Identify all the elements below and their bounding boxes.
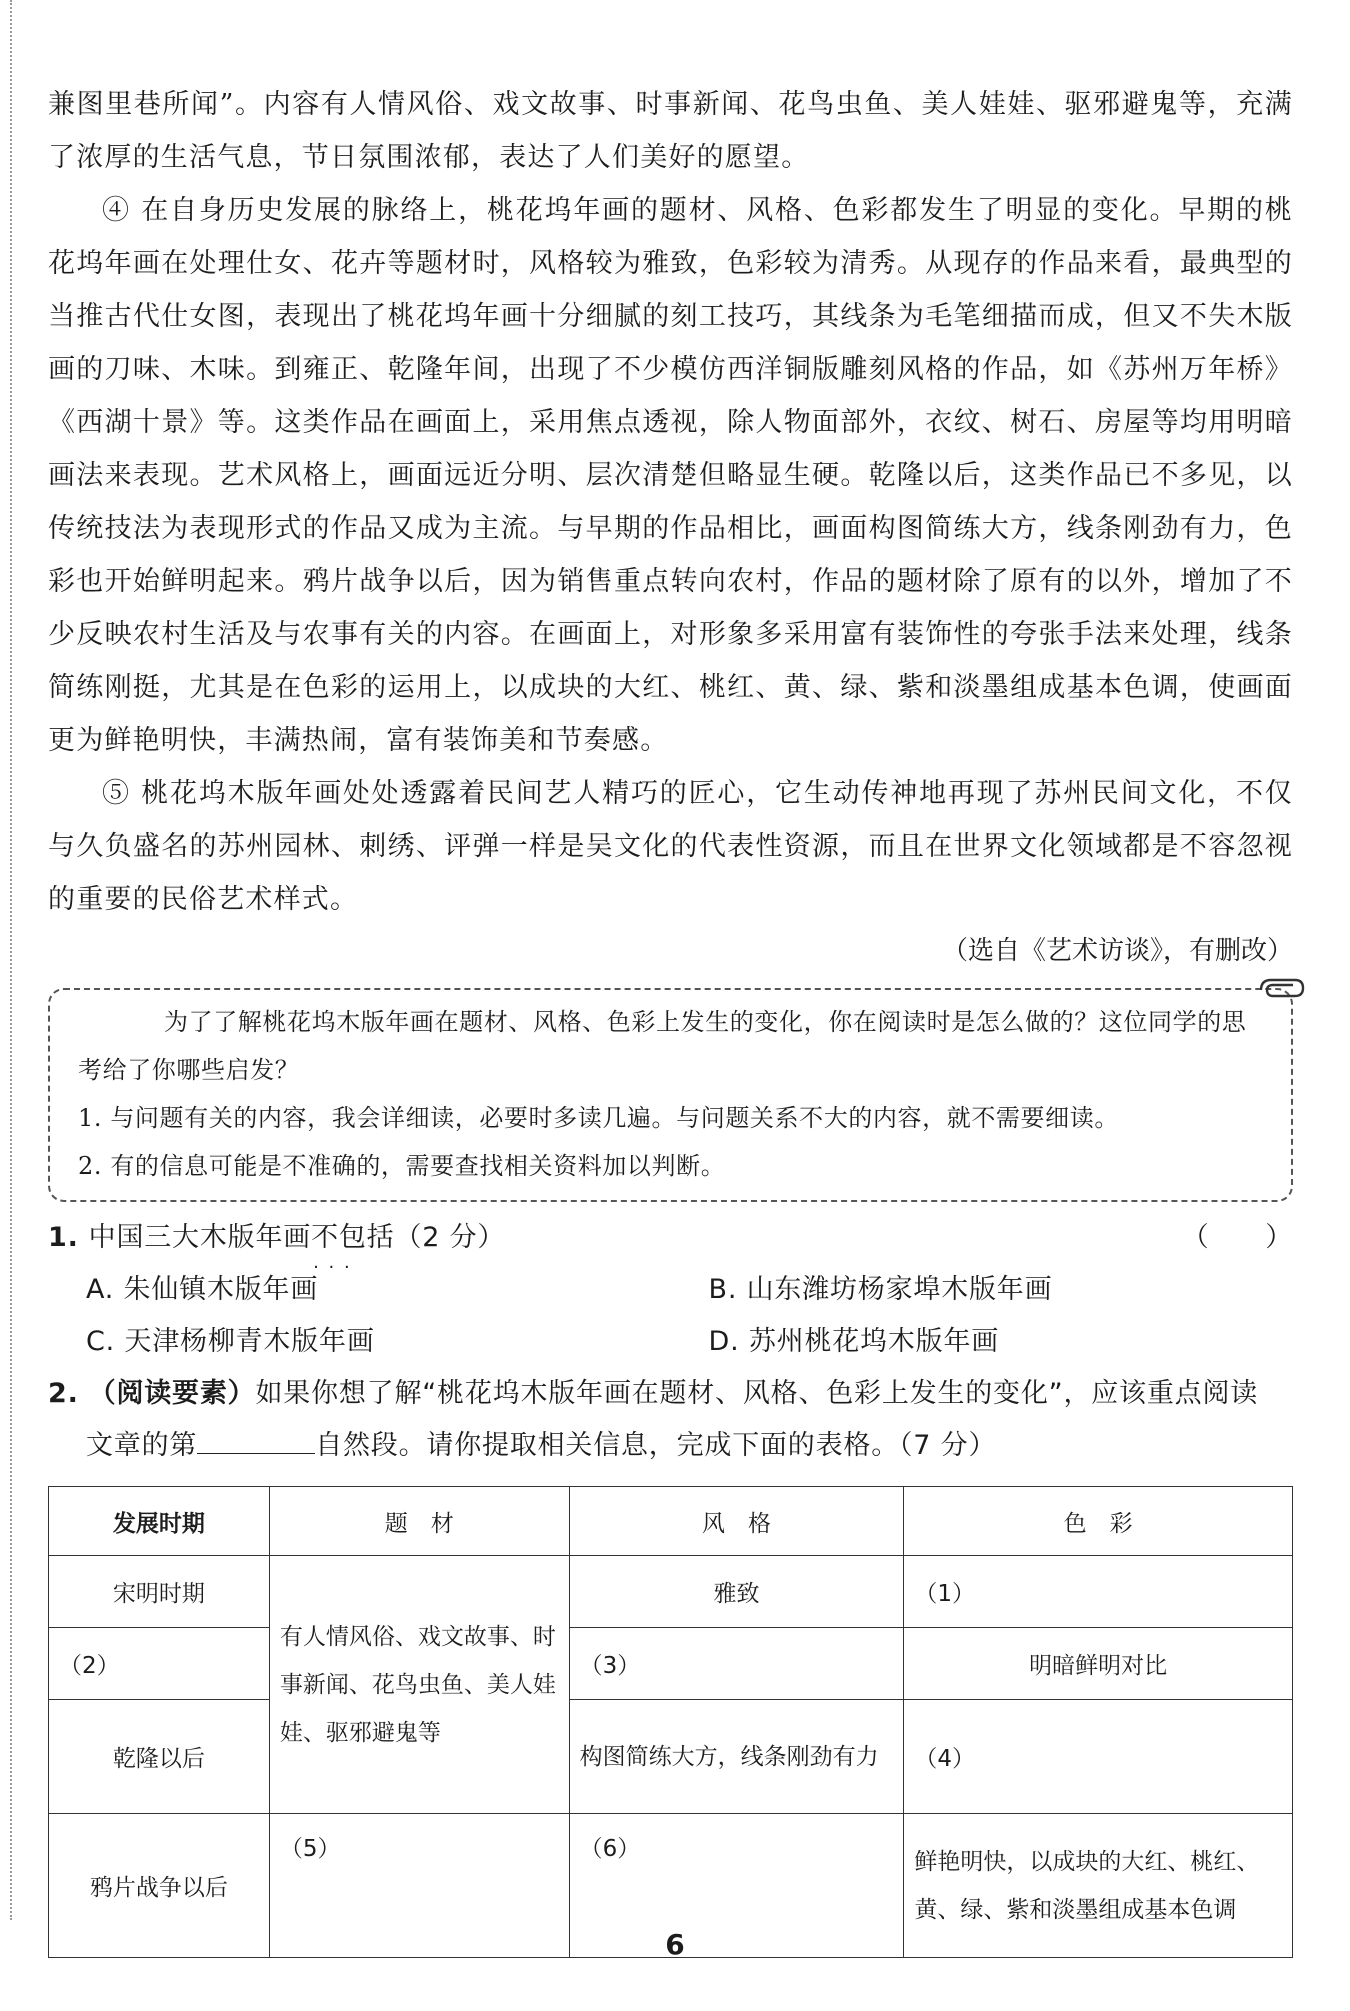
passage-paragraph-4: ④ 在自身历史发展的脉络上，桃花坞年画的题材、风格、色彩都发生了明显的变化。早期的桃花坞年画在处理仕女、花卉等题材时，风格较为雅致，色彩较为清秀。从现存的作品来看，最典型的当推古代仕女图，表现出了桃花坞年画十分细腻的刻工技巧，其线条为毛笔细描而成，但又不失木版画的刀味、木味。到雍正、乾隆年间，出现了不少模仿西洋铜版雕刻风格的作品，如《苏州万年桥》《西湖十景》等。这类作品在画面上，采用焦点透视，除人物面部外，衣纹、树石、房屋等均用明暗画法来表现。艺术风格上，画面远近分明、层次清楚但略显生硬。乾隆以后，这类作品已不多见，以传统技法为表现形式的作品又成为主流。与早期的作品相比，画面构图简练大方，线条刚劲有力，色彩也开始鲜明起来。鸦片战争以后，因为销售重点转向农村，作品的题材除了原有的以外，增加了不少反映农村生活及与农事有关的内容。在画面上，对形象多采用富有装饰性的夸张手法来处理，线条简练刚挺，尤其是在色彩的运用上，以成块的大红、桃红、黄、绿、紫和淡墨组成基本色调，使画面更为鲜艳明快，丰满热闹，富有装饰美和节奏感。 (48, 195, 1293, 756)
option-d[interactable]: D. 苏州桃花坞木版年画 (708, 1326, 1000, 1357)
row1-style: 雅致 (569, 1556, 904, 1628)
question-2-tag: （阅读要素） (88, 1378, 256, 1409)
question-2-number: 2. (48, 1378, 79, 1409)
reading-tip-question: 为了了解桃花坞木版年画在题材、风格、色彩上发生的变化，你在阅读时是怎么做的？这位同学的思考给了你哪些启发？ (78, 1008, 1247, 1084)
page-number: 6 (665, 1928, 685, 1961)
shared-theme-cell: 有人情风俗、戏文故事、时事新闻、花鸟虫鱼、美人娃娃、驱邪避鬼等 (269, 1556, 569, 1814)
paragraph-number-blank[interactable] (197, 1423, 315, 1454)
question-1-options (48, 1264, 1293, 1368)
header-theme: 题 材 (269, 1487, 569, 1556)
question-2-stem-line1: 如果你想了解“桃花坞木版年画在题材、风格、色彩上发生的变化”，应该重点阅读 (255, 1378, 1259, 1409)
question-2-line2 (48, 1420, 1293, 1472)
table-header-row (49, 1487, 1293, 1556)
passage-source: （选自《艺术访谈》，有删改） (941, 936, 1293, 966)
row3-period: 乾隆以后 (49, 1700, 270, 1814)
reading-tip-box (48, 988, 1293, 1202)
row4-color: 鲜艳明快，以成块的大红、桃红、黄、绿、紫和淡墨组成基本色调 (904, 1814, 1293, 1958)
paperclip-icon (1257, 976, 1305, 1002)
passage-paragraph-5: ⑤ 桃花坞木版年画处处透露着民间艺人精巧的匠心，它生动传神地再现了苏州民间文化，不仅与久负盛名的苏州园林、刺绣、评弹一样是吴文化的代表性资源，而且在世界文化领域都是不容忽视的重要的民俗艺术样式。 (48, 778, 1293, 915)
option-a[interactable]: A. 朱仙镇木版年画 (86, 1274, 319, 1305)
question-2 (48, 1368, 1293, 1420)
table-row (49, 1628, 1293, 1700)
row2-color: 明暗鲜明对比 (904, 1628, 1293, 1700)
question-2-stem-post: 自然段。请你提取相关信息，完成下面的表格。（7 分） (315, 1430, 997, 1461)
question-1-stem-post: （2 分） (394, 1222, 506, 1253)
row1-period: 宋明时期 (49, 1556, 270, 1628)
row3-color-blank[interactable]: （4） (904, 1700, 1293, 1814)
header-period: 发展时期 (49, 1487, 270, 1556)
table-row (49, 1556, 1293, 1628)
row4-period: 鸦片战争以后 (49, 1814, 270, 1958)
reading-tip-1: 1. 与问题有关的内容，我会详细读，必要时多读几遍。与问题关系不大的内容，就不需要细读。 (78, 1104, 1119, 1132)
question-2-stem-pre: 文章的第 (86, 1430, 198, 1461)
question-1-number: 1. (48, 1222, 79, 1253)
passage-continued-paragraph: 兼图里巷所闻”。内容有人情风俗、戏文故事、时事新闻、花鸟虫鱼、美人娃娃、驱邪避鬼等，充满了浓厚的生活气息，节日氛围浓郁，表达了人们美好的愿望。 (48, 89, 1293, 173)
row1-color-blank[interactable]: （1） (904, 1556, 1293, 1628)
table-row (49, 1700, 1293, 1814)
question-1-stem-pre: 中国三大木版年画 (88, 1222, 312, 1253)
question-1 (48, 1212, 1293, 1264)
question-1-emphasis: 不包括 · · · (311, 1212, 394, 1264)
row4-style-blank[interactable]: （6） (569, 1814, 904, 1958)
header-color: 色 彩 (904, 1487, 1293, 1556)
reading-tip-2: 2. 有的信息可能是不准确的，需要查找相关资料加以判断。 (78, 1152, 726, 1180)
binding-margin-line (10, 0, 12, 1920)
row2-style-blank[interactable]: （3） (569, 1628, 904, 1700)
row3-style: 构图简练大方，线条刚劲有力 (569, 1700, 904, 1814)
option-b[interactable]: B. 山东潍坊杨家埠木版年画 (708, 1274, 1053, 1305)
header-style: 风 格 (569, 1487, 904, 1556)
row2-period-blank[interactable]: （2） (49, 1628, 270, 1700)
page-content (48, 78, 1293, 1958)
option-c[interactable]: C. 天津杨柳青木版年画 (86, 1326, 375, 1357)
answer-bracket[interactable]: （ ） (1181, 1222, 1293, 1253)
row4-theme-blank[interactable]: （5） (269, 1814, 569, 1958)
change-table (48, 1486, 1293, 1958)
